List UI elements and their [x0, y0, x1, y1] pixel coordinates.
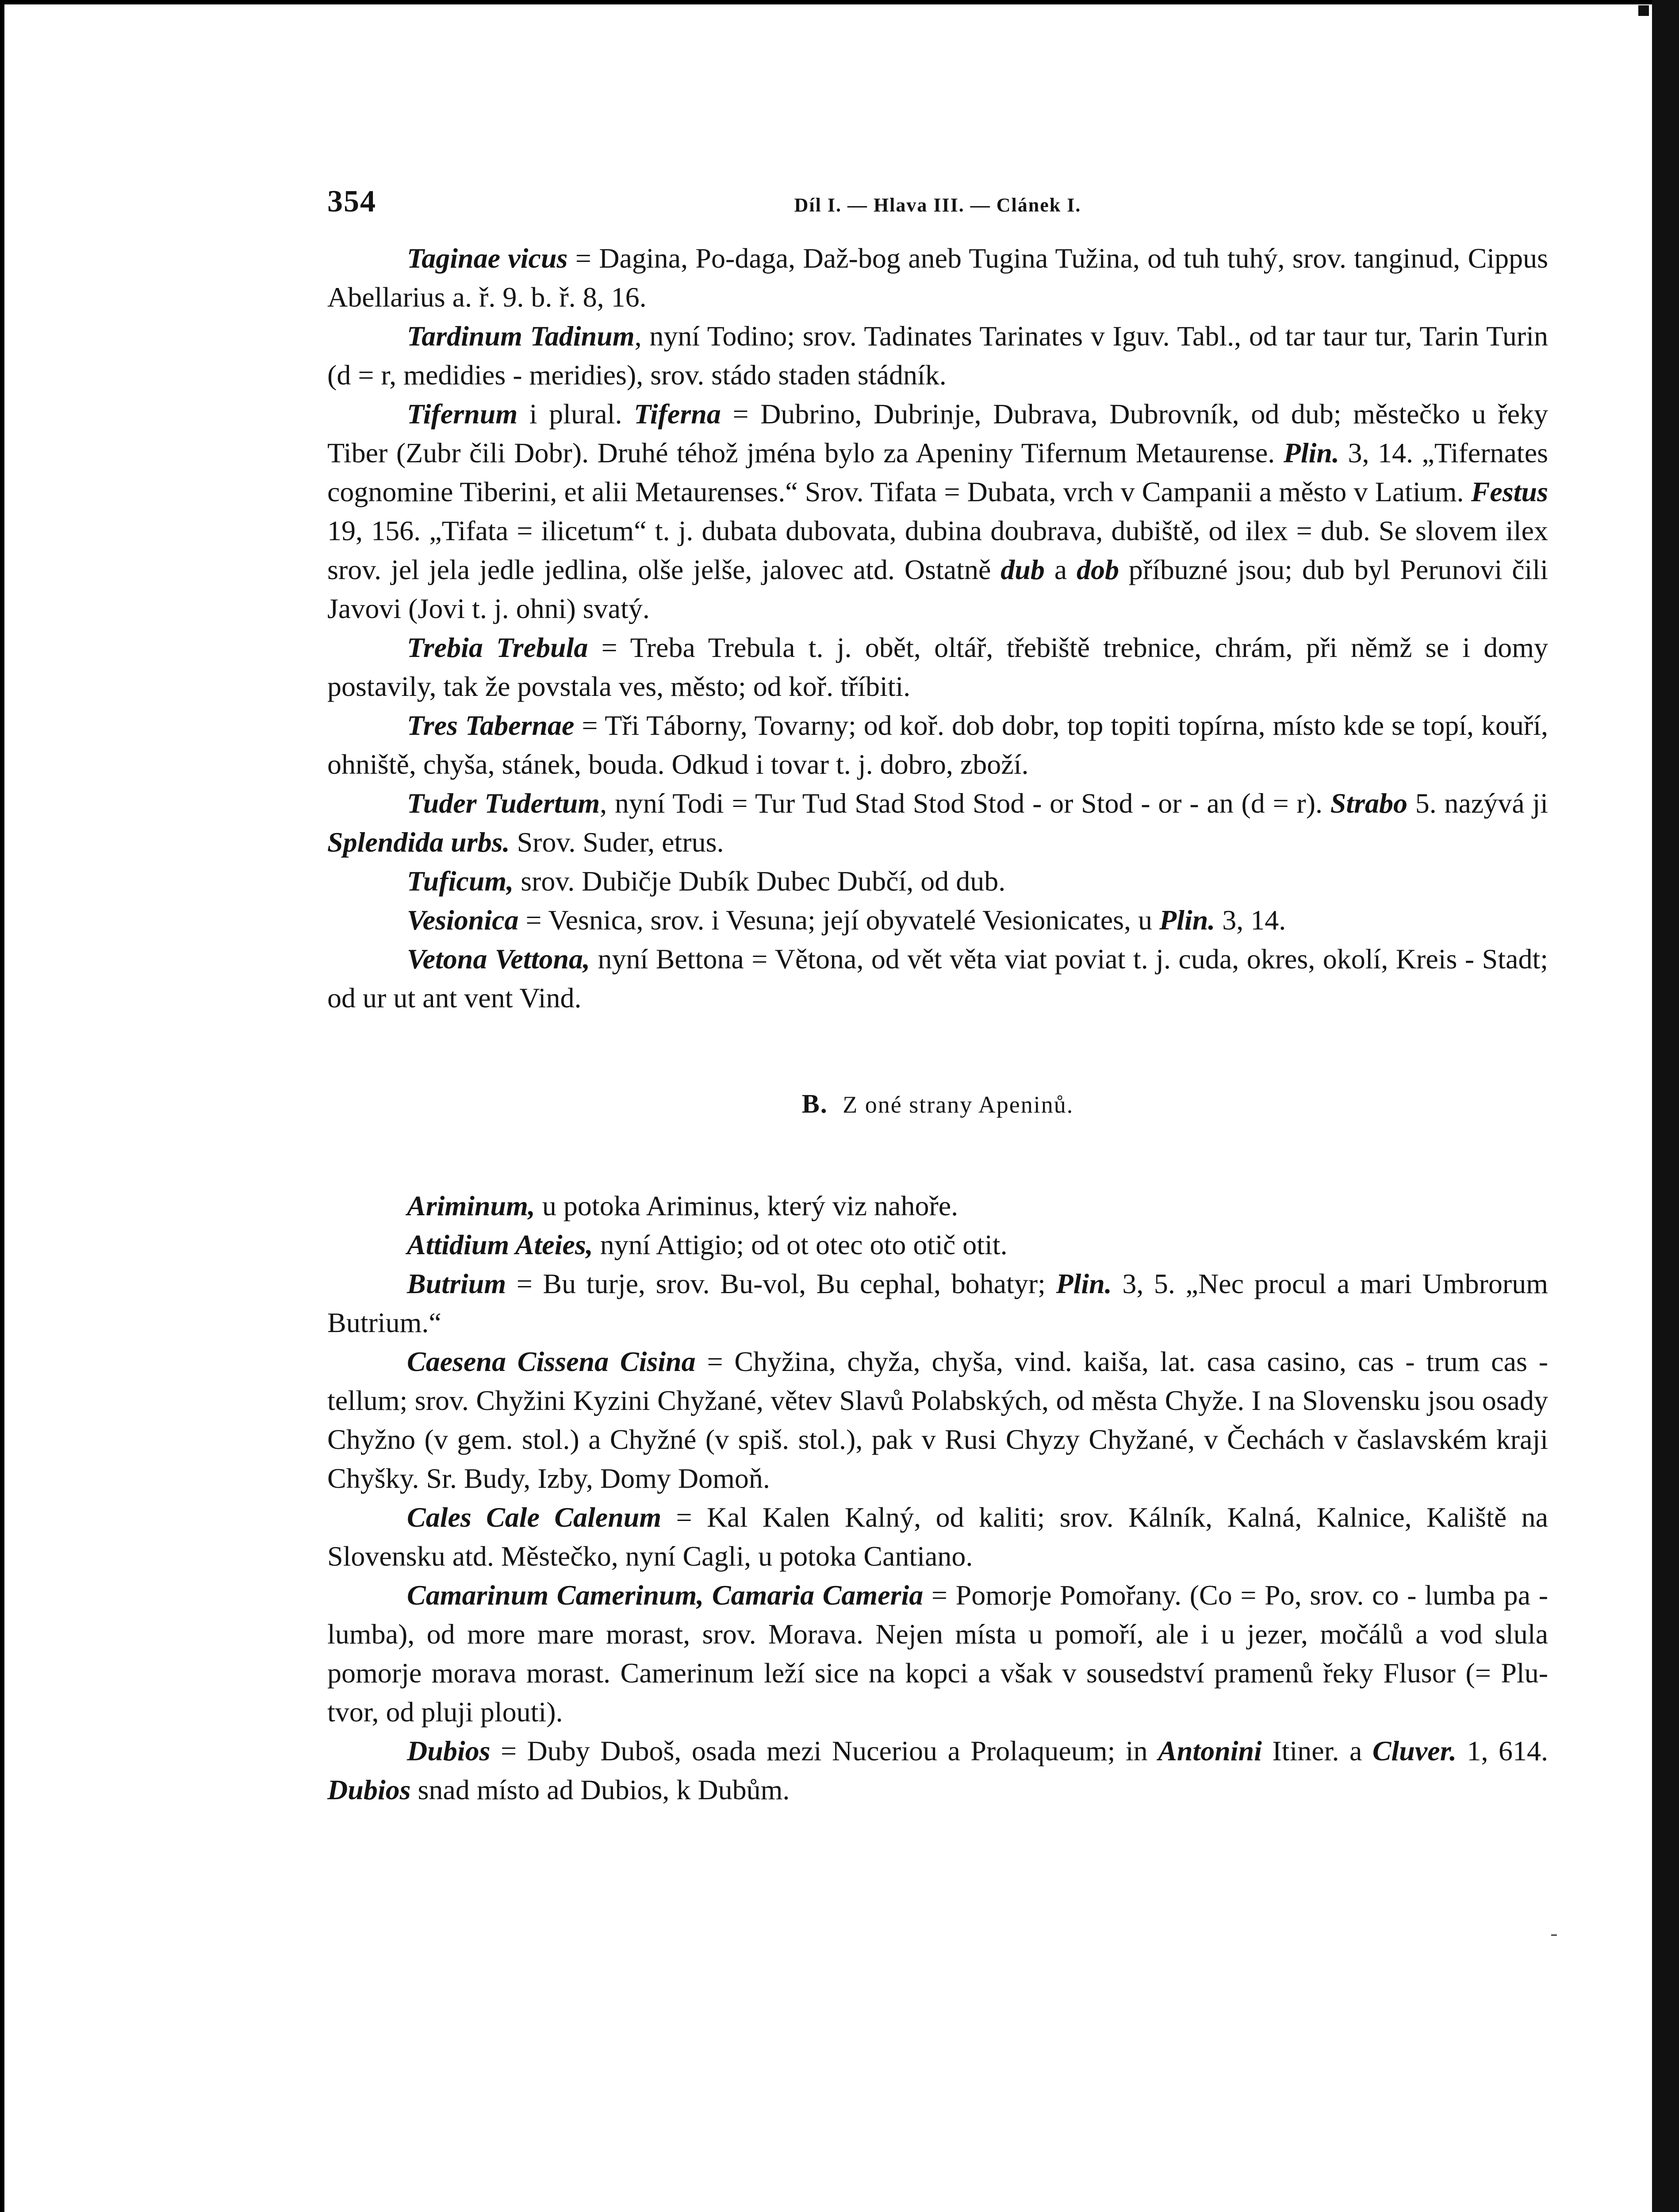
italic-ref: Plin. — [1283, 437, 1339, 469]
running-head: Díl I. — Hlava III. — Clánek I. — [794, 194, 1081, 216]
italic-ref: Festus — [1471, 476, 1548, 507]
entry-text: 1, 614. — [1457, 1735, 1549, 1767]
entry-text: srov. Dubičje Dubík Dubec Dubčí, od dub. — [514, 865, 1006, 897]
entry-text: 3, 14. — [1215, 904, 1286, 936]
entry-tuficum — [327, 862, 1548, 901]
entry-text: 19, 156. „Tifata = ilicetum“ t. j. dubata dubovata, dubina doubrava, dubiště, od ilex = dub. Se slovem ilex srov. jel jela jedle jedlina, olše jelše, jalovec atd. Ostatně — [327, 515, 1548, 585]
headword: Vetona Vettona, — [407, 943, 590, 975]
entry-tifernum — [327, 395, 1548, 628]
entry-trebia — [327, 628, 1548, 706]
entry-text: 3, 14. „Tifernates cognomine Tiberini, et alii Metaurenses.“ Srov. Tifata = Dubata, vrch v Campanii a město v Latium. — [327, 437, 1549, 507]
headword: Tres Tabernae — [407, 710, 575, 741]
scan-corner-mark — [1638, 5, 1649, 16]
entry-text: Itiner. a — [1261, 1735, 1372, 1767]
headword: Caesena Cissena Cisina — [407, 1346, 696, 1377]
scan-right-edge — [1652, 0, 1679, 2212]
entry-text: = Bu turje, srov. Bu-vol, Bu cephal, bohatyr; — [506, 1268, 1056, 1299]
entry-vesionica — [327, 901, 1548, 940]
entry-taginae — [327, 239, 1548, 317]
italic-ref: dob — [1076, 554, 1119, 585]
entry-text: i plural. — [518, 398, 634, 430]
headword: Tardinum Tadinum — [407, 320, 635, 352]
entry-text: Srov. Suder, etrus. — [510, 826, 724, 858]
entry-butrium — [327, 1264, 1548, 1342]
text-block — [327, 239, 1548, 1809]
entry-text: = Kal Kalen Kalný, od kaliti; srov. Kálník, Kalná, Kalnice, Kaliště na Slovensku atd. Městečko, nyní Cagli, u potoka Cantiano. — [327, 1502, 1549, 1572]
entry-text: = Vesnica, srov. i Vesuna; její obyvatelé Vesionicates, u — [518, 904, 1160, 936]
italic-ref: Plin. — [1159, 904, 1215, 936]
entry-text: = Dagina, Po-daga, Daž-bog aneb Tugina Tužina, od tuh tuhý, srov. tanginud, Cippus Abellarius a. ř. 9. b. ř. 8, 16. — [327, 242, 1549, 313]
page-number: 354 — [327, 184, 376, 219]
italic-ref: Splendida urbs. — [327, 826, 510, 858]
entry-text: a — [1044, 554, 1077, 585]
headword: Taginae vicus — [407, 242, 568, 274]
headword: Attidium Ateies, — [407, 1229, 593, 1260]
entry-cales — [327, 1498, 1548, 1576]
entry-tres-tabernae — [327, 706, 1548, 784]
margin-stray-mark: - — [1550, 1920, 1558, 1945]
entry-text: snad místo ad Dubios, k Dubům. — [410, 1774, 790, 1805]
entry-text: = Duby Duboš, osada mezi Nuceriou a Prolaqueum; in — [490, 1735, 1158, 1767]
headword: Tifernum — [407, 398, 518, 430]
italic-ref: Antonini — [1158, 1735, 1262, 1767]
headword: Butrium — [407, 1268, 506, 1299]
entry-text: = Tři Táborny, Tovarny; od koř. dob dobr, top topiti topírna, místo kde se topí, kouří, ohniště, chyša, stánek, bouda. Odkud i tovar t. j. dobro, zboží. — [327, 710, 1549, 780]
entry-caesena — [327, 1342, 1548, 1498]
entry-camarinum — [327, 1576, 1548, 1732]
entry-text: nyní Attigio; od ot otec oto otič otit. — [593, 1229, 1008, 1260]
italic-ref: Dubios — [327, 1774, 411, 1805]
entry-text: = Dubrino, Dubrinje, Dubrava, Dubrovník, od dub; městečko u řeky Tiber (Zubr čili Dobr). Druhé téhož jména bylo za Apeniny Tifernum Metaurense. — [327, 398, 1549, 469]
headword: Trebia Trebula — [407, 632, 588, 663]
entry-dubios — [327, 1732, 1548, 1809]
headword: Vesionica — [407, 904, 519, 936]
headword: Dubios — [407, 1735, 491, 1767]
entry-attidium — [327, 1225, 1548, 1264]
entry-text: = Chyžina, chyža, chyša, vind. kaiša, lat. casa casino, cas - trum cas - tellum; srov. Chyžini Kyzini Chyžané, větev Slavů Polabských, od města Chyže. I na Slovensku jsou osady Chyžno (v gem. stol.) a Chyžné (v spiš. stol.), pak v Rusi Chyzy Chyžané, v Čechách v časlavském kraji Chyšky. Sr. Budy, Izby, Domy Domoň. — [327, 1346, 1549, 1494]
entry-text: 3, 5. „Nec procul a mari Umbrorum Butrium.“ — [327, 1268, 1549, 1338]
italic-ref: Plin. — [1056, 1268, 1112, 1299]
page-header — [327, 184, 1548, 224]
entry-text: = Treba Trebula t. j. obět, oltář, třebiště trebnice, chrám, při němž se i domy postavily, tak že povstala ves, město; od koř. tříbiti. — [327, 632, 1549, 702]
entry-text: = Pomorje Pomořany. (Co = Po, srov. co - lumba pa - lumba), od more mare morast, srov. Morava. Nejen místa u pomoří, ale i u jezer, močálů a vod slula pomorje morava morast. Camerinum leží sice na kopci a však v sousedství pramenů řeky Flusor (= Plu-tvor, od pluji plouti). — [327, 1579, 1549, 1728]
headword: Tuder Tudertum — [407, 787, 600, 819]
headword: Ariminum, — [407, 1190, 535, 1221]
section-heading-b — [327, 1088, 1548, 1120]
headword: Cales Cale Calenum — [407, 1502, 662, 1533]
book-page — [327, 0, 1548, 2212]
entry-text: , nyní Todino; srov. Tadinates Tarinates v Iguv. Tabl., od tar taur tur, Tarin Turin (d = r, medidies - meridies), srov. stádo staden stádník. — [327, 320, 1549, 391]
entry-text: , nyní Todi = Tur Tud Stad Stod Stod - or Stod - or - an (d = r). — [600, 787, 1330, 819]
italic-ref: Tiferna — [634, 398, 721, 430]
entry-text: příbuzné jsou; dub byl Perunovi čili Javovi (Jovi t. j. ohni) svatý. — [327, 554, 1549, 624]
italic-ref: dub — [1000, 554, 1045, 585]
entry-ariminum — [327, 1187, 1548, 1225]
entry-text: u potoka Ariminus, který viz nahoře. — [535, 1190, 958, 1221]
entry-tardinum — [327, 317, 1548, 395]
entry-vetona — [327, 940, 1548, 1018]
entry-text: nyní Bettona = Větona, od vět věta viat poviat t. j. cuda, okres, okolí, Kreis - Stadt; od ur ut ant vent Vind. — [327, 943, 1549, 1014]
entry-tuder — [327, 784, 1548, 862]
italic-ref: Strabo — [1330, 787, 1408, 819]
headword: Tuficum, — [407, 865, 514, 897]
italic-ref: Cluver. — [1372, 1735, 1457, 1767]
headword: Camarinum Camerinum, Camaria Cameria — [407, 1579, 924, 1611]
entry-text: 5. nazývá ji — [1407, 787, 1549, 819]
section-letter: B. — [801, 1089, 828, 1118]
section-title: Z oné strany Apeninů. — [843, 1091, 1074, 1118]
